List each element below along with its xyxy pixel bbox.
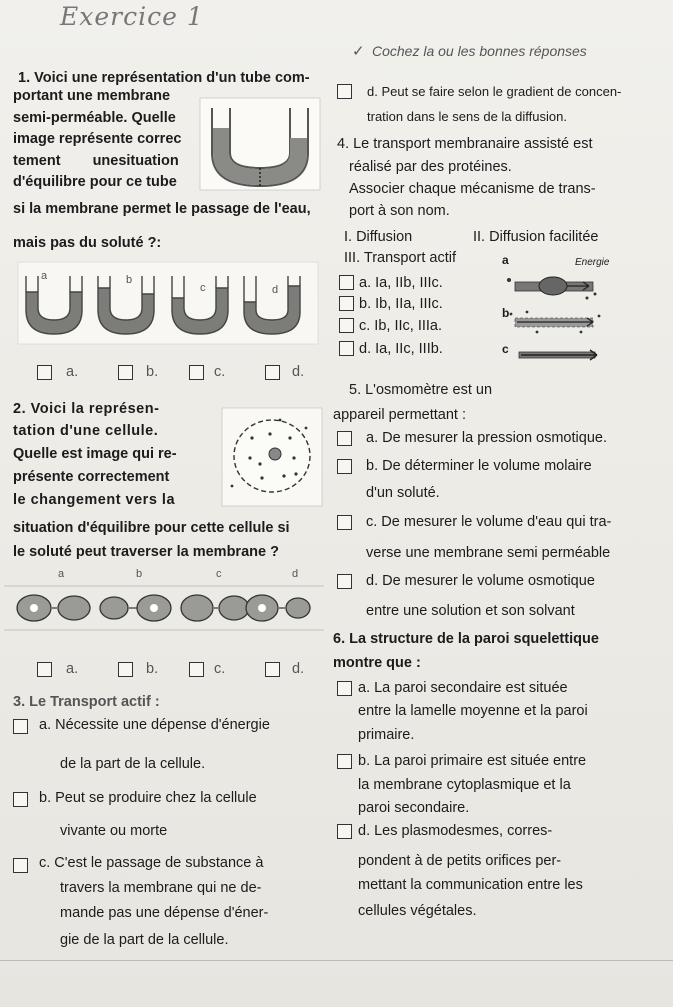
- q1-fig-label-c: c: [200, 282, 206, 294]
- q4-option-a: a. Ia, IIb, IIIc.: [359, 275, 443, 291]
- q6-option-a-line-1: a. La paroi secondaire est située: [358, 680, 568, 696]
- q5-line-2: appareil permettant :: [333, 407, 466, 423]
- q6-option-b-line-2: la membrane cytoplasmique et la: [358, 777, 571, 793]
- q4-option-d: d. Ia, IIc, IIIb.: [359, 341, 443, 357]
- q4-option-c: c. Ib, IIc, IIIa.: [359, 318, 442, 334]
- q2-line-3: Quelle est image qui re-: [13, 446, 177, 462]
- q2-option-c: c.: [214, 661, 226, 677]
- q4-option-b: b. Ib, IIa, IIIc.: [359, 296, 443, 312]
- energy-label: Energie: [575, 257, 610, 268]
- q5-option-d-line-1: d. De mesurer le volume osmotique: [366, 573, 595, 589]
- q2-fig-label-a: a: [58, 568, 65, 580]
- q4-checkbox-b[interactable]: [339, 296, 354, 311]
- q5-option-b-line-1: b. De déterminer le volume molaire: [366, 458, 592, 474]
- q6-option-b-line-3: paroi secondaire.: [358, 800, 470, 816]
- q3-option-d-line-2: tration dans le sens de la diffusion.: [367, 109, 567, 124]
- q4-mechanism-1: I. Diffusion: [344, 229, 413, 245]
- q5-option-b-line-2: d'un soluté.: [366, 485, 440, 501]
- q1-option-d: d.: [292, 364, 305, 380]
- q3-option-b-line-2: vivante ou morte: [60, 823, 168, 839]
- q3-option-a-line-1: a. Nécessite une dépense d'énergie: [39, 717, 270, 733]
- q3-checkbox-d[interactable]: [337, 84, 352, 99]
- q1-fig-label-a: a: [41, 270, 48, 282]
- q1-option-c: c.: [214, 364, 226, 380]
- q5-checkbox-a[interactable]: [337, 431, 352, 446]
- q1-line-4: image représente correc: [13, 131, 182, 147]
- q4-fig-label-a: a: [502, 253, 509, 267]
- q1-line-5: tement unesituation: [13, 153, 179, 169]
- q4-checkbox-c[interactable]: [339, 318, 354, 333]
- q1-fig-label-d: d: [272, 284, 279, 296]
- q6-checkbox-b[interactable]: [337, 754, 352, 769]
- q2-option-d: d.: [292, 661, 305, 677]
- q1-line-8: mais pas du soluté ?:: [13, 235, 162, 251]
- q2-checkbox-b[interactable]: [118, 662, 133, 677]
- q1-checkbox-d[interactable]: [265, 365, 280, 380]
- q3-option-c-line-1: c. C'est le passage de substance à: [39, 855, 264, 871]
- q4-line-4: port à son nom.: [349, 203, 450, 219]
- q6-option-d-line-3: mettant la communication entre les: [358, 877, 583, 893]
- q1-line-7: si la membrane permet le passage de l'eau,: [13, 201, 311, 217]
- q2-fig-label-c: c: [216, 568, 222, 580]
- q4-mechanism-2: II. Diffusion facilitée: [473, 229, 599, 245]
- q3-checkbox-a[interactable]: [13, 719, 28, 734]
- q3-title: 3. Le Transport actif :: [13, 694, 160, 710]
- q3-option-a-line-2: de la part de la cellule.: [60, 756, 206, 772]
- bottom-divider: [0, 960, 673, 961]
- check-mark-icon: ✓: [352, 43, 365, 60]
- q5-line-1: 5. L'osmomètre est un: [349, 382, 493, 398]
- q5-option-c-line-2: verse une membrane semi perméable: [366, 545, 611, 561]
- q6-checkbox-a[interactable]: [337, 681, 352, 696]
- q2-fig-label-d: d: [292, 568, 299, 580]
- q4-fig-label-c: c: [502, 342, 509, 356]
- u-tube-diagram: [200, 98, 320, 198]
- q2-line-2: tation d'une cellule.: [13, 423, 159, 439]
- q6-checkbox-d[interactable]: [337, 824, 352, 839]
- exercise-title: Exercice 1: [60, 2, 204, 31]
- q4-line-2: réalisé par des protéines.: [349, 159, 512, 175]
- q2-line-1: 2. Voici la représen-: [13, 401, 160, 417]
- q1-line-2: portant une membrane: [13, 88, 171, 104]
- q6-option-d-line-1: d. Les plasmodesmes, corres-: [358, 823, 553, 839]
- q2-options-diagram: [4, 568, 324, 648]
- q5-checkbox-d[interactable]: [337, 574, 352, 589]
- q5-checkbox-c[interactable]: [337, 515, 352, 530]
- q4-line-1: 4. Le transport membranaire assisté est: [337, 136, 593, 152]
- q3-option-b-line-1: b. Peut se produire chez la cellule: [39, 790, 257, 806]
- q6-line-2: montre que :: [333, 655, 421, 671]
- q5-checkbox-b[interactable]: [337, 459, 352, 474]
- q1-line-6: d'équilibre pour ce tube: [13, 174, 177, 190]
- q1-line-1: 1. Voici une représentation d'un tube com-: [18, 70, 310, 86]
- q6-option-a-line-2: entre la lamelle moyenne et la paroi: [358, 703, 588, 719]
- q6-option-a-line-3: primaire.: [358, 727, 415, 743]
- q5-option-a: a. De mesurer la pression osmotique.: [366, 430, 607, 446]
- membrane-transport-diagram: [497, 254, 609, 372]
- q2-fig-label-b: b: [136, 568, 143, 580]
- q2-line-7: le soluté peut traverser la membrane ?: [13, 544, 279, 560]
- q2-checkbox-d[interactable]: [265, 662, 280, 677]
- q3-option-d-line-1: d. Peut se faire selon le gradient de concen-: [367, 84, 622, 99]
- q2-checkbox-c[interactable]: [189, 662, 204, 677]
- q1-checkbox-c[interactable]: [189, 365, 204, 380]
- q4-mechanism-3: III. Transport actif: [344, 250, 457, 266]
- q2-line-6: situation d'équilibre pour cette cellule si: [13, 520, 290, 536]
- q2-checkbox-a[interactable]: [37, 662, 52, 677]
- q3-option-c-line-2: travers la membrane qui ne de-: [60, 880, 262, 896]
- q1-checkbox-a[interactable]: [37, 365, 52, 380]
- q4-fig-label-b: b: [502, 306, 510, 320]
- q4-checkbox-d[interactable]: [339, 341, 354, 356]
- q1-fig-label-b: b: [126, 274, 133, 286]
- instruction: Cochez la ou les bonnes réponses: [372, 43, 587, 59]
- q3-option-c-line-4: gie de la part de la cellule.: [60, 932, 229, 948]
- q2-line-5: le changement vers la: [13, 492, 176, 508]
- q1-option-b: b.: [146, 364, 159, 380]
- q1-checkbox-b[interactable]: [118, 365, 133, 380]
- q6-option-d-line-4: cellules végétales.: [358, 903, 477, 919]
- q2-option-a: a.: [66, 661, 79, 677]
- cell-diagram: [222, 408, 322, 508]
- q4-checkbox-a[interactable]: [339, 275, 354, 290]
- q6-option-d-line-2: pondent à de petits orifices per-: [358, 853, 562, 869]
- q3-checkbox-b[interactable]: [13, 792, 28, 807]
- q3-checkbox-c[interactable]: [13, 858, 28, 873]
- q5-option-c-line-1: c. De mesurer le volume d'eau qui tra-: [366, 514, 612, 530]
- q1-option-a: a.: [66, 364, 79, 380]
- q1-options-diagram: [18, 262, 318, 350]
- q2-line-4: présente correctement: [13, 469, 170, 485]
- q6-option-b-line-1: b. La paroi primaire est située entre: [358, 753, 587, 769]
- q5-option-d-line-2: entre une solution et son solvant: [366, 603, 575, 619]
- q1-line-3: semi-perméable. Quelle: [13, 110, 176, 126]
- q6-line-1: 6. La structure de la paroi squelettique: [333, 631, 599, 647]
- q3-option-c-line-3: mande pas une dépense d'éner-: [60, 905, 269, 921]
- q4-line-3: Associer chaque mécanisme de trans-: [349, 181, 596, 197]
- q2-option-b: b.: [146, 661, 159, 677]
